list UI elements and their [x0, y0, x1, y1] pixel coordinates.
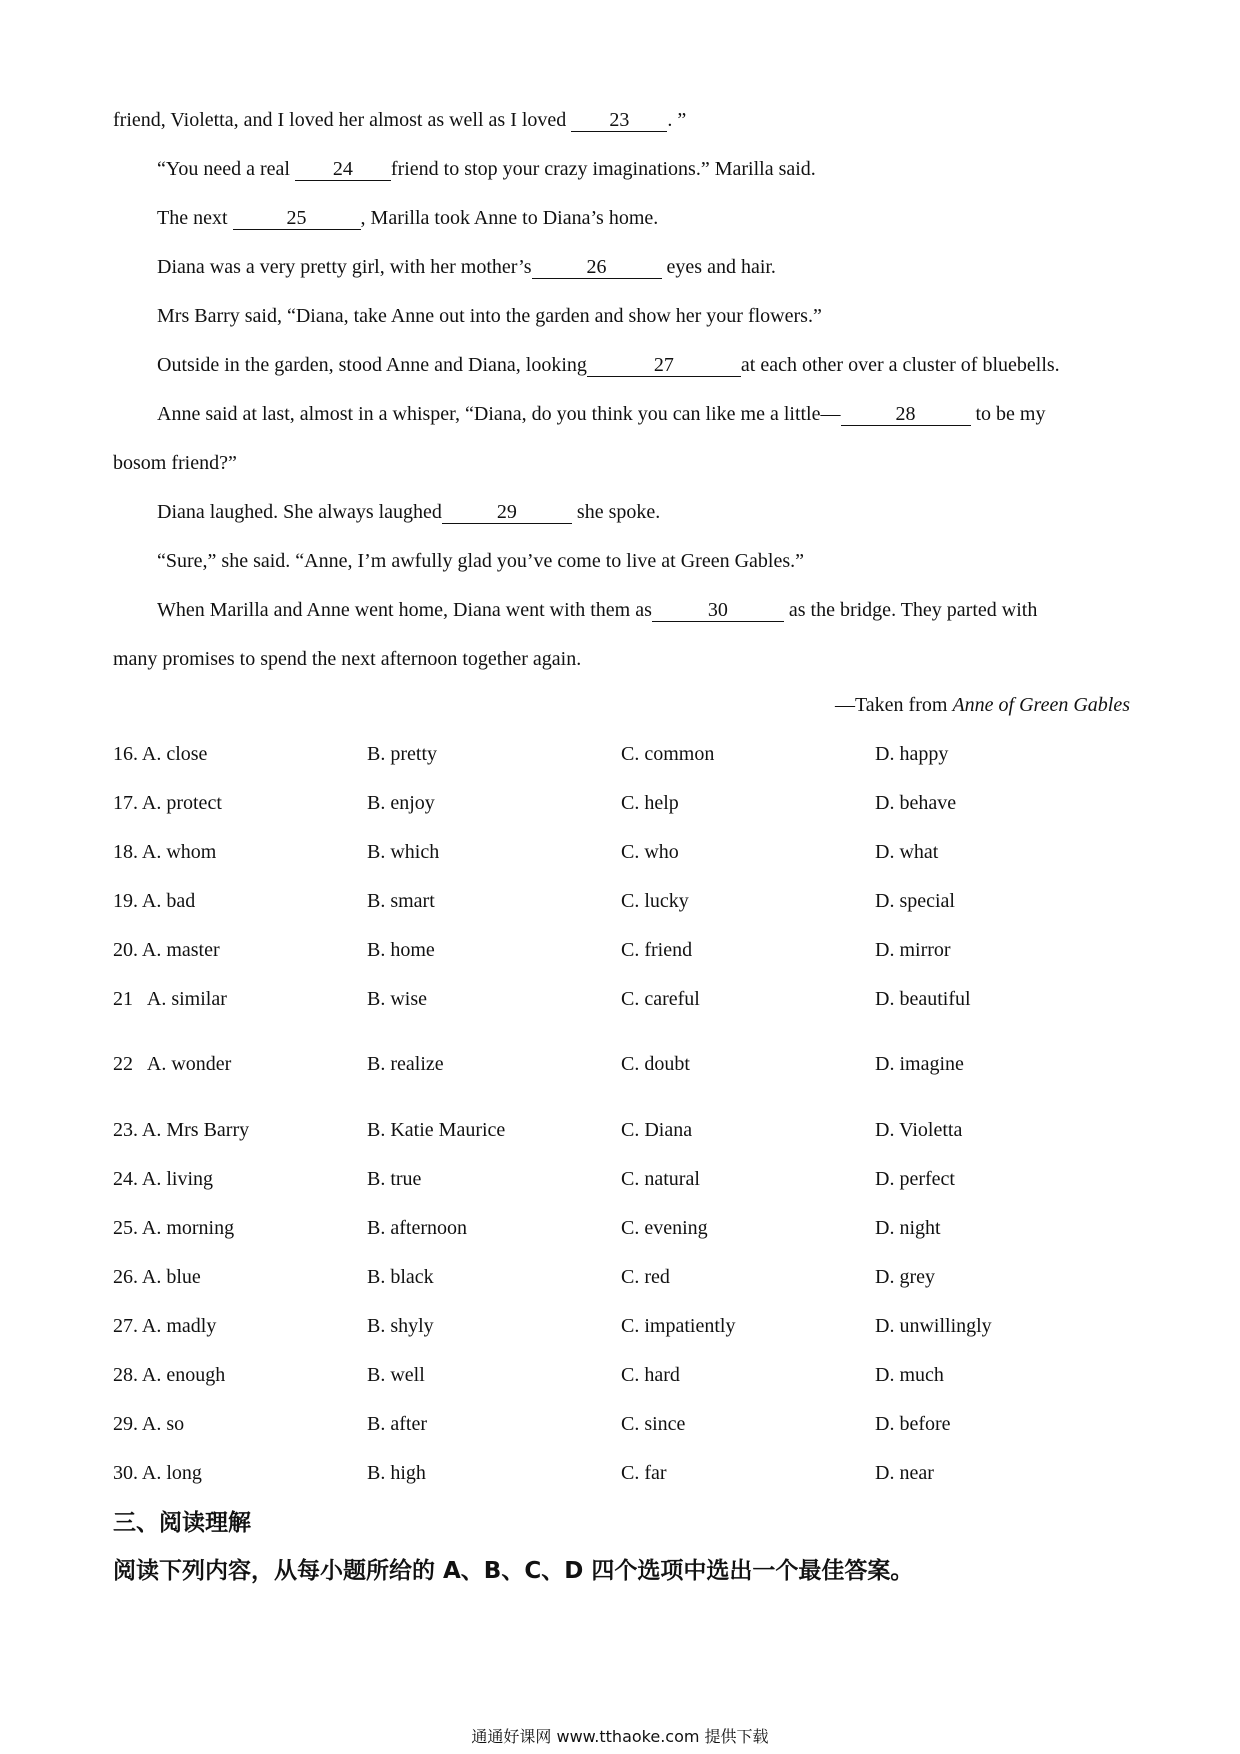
book-title: Anne of Green Gables: [952, 694, 1130, 716]
option-b: B. shyly: [367, 1315, 434, 1337]
option-number-a: 25. A. morning: [113, 1217, 235, 1239]
option-c: C. evening: [621, 1217, 708, 1239]
option-number-a: 16. A. close: [113, 743, 208, 765]
option-d: D. before: [875, 1413, 951, 1435]
option-b: B. home: [367, 939, 435, 961]
option-d: D. beautiful: [875, 988, 971, 1010]
option-c: C. natural: [621, 1168, 700, 1190]
answer-blank: 24: [295, 158, 391, 181]
option-b: B. which: [367, 841, 440, 863]
section-title: 三、阅读理解: [113, 1510, 251, 1536]
passage-line: bosom friend?”: [113, 452, 237, 474]
option-b: B. well: [367, 1364, 425, 1386]
option-c: C. who: [621, 841, 679, 863]
answer-blank: 29: [442, 501, 572, 524]
answer-blank: 28: [841, 403, 971, 426]
option-c: C. friend: [621, 939, 693, 961]
option-d: D. much: [875, 1364, 944, 1386]
option-b: B. Katie Maurice: [367, 1119, 506, 1141]
option-number-a: 19. A. bad: [113, 890, 196, 912]
option-number-a: 24. A. living: [113, 1168, 214, 1190]
option-d: D. grey: [875, 1266, 935, 1288]
option-c: C. careful: [621, 988, 700, 1010]
option-b: B. enjoy: [367, 792, 435, 814]
option-c: C. doubt: [621, 1053, 690, 1075]
option-c: C. red: [621, 1266, 670, 1288]
passage-line: “You need a real 24 friend to stop your crazy imaginations.” Marilla said.: [157, 158, 816, 180]
option-d: D. special: [875, 890, 955, 912]
option-number-a: 29. A. so: [113, 1413, 185, 1435]
passage-line: Anne said at last, almost in a whisper, “Diana, do you think you can like me a little— 28 to be my: [157, 403, 1046, 425]
option-c: C. since: [621, 1413, 686, 1435]
option-c: C. lucky: [621, 890, 689, 912]
option-number-a: 22 A. wonder: [113, 1053, 232, 1075]
answer-blank: 27: [587, 354, 741, 377]
option-number-a: 21 A. similar: [113, 988, 227, 1010]
option-d: D. imagine: [875, 1053, 964, 1075]
option-d: D. perfect: [875, 1168, 955, 1190]
option-number-a: 28. A. enough: [113, 1364, 226, 1386]
option-c: C. help: [621, 792, 679, 814]
passage-line: Diana was a very pretty girl, with her mother’s 26 eyes and hair.: [157, 256, 776, 278]
option-d: D. Violetta: [875, 1119, 963, 1141]
passage-line: “Sure,” she said. “Anne, I’m awfully glad you’ve come to live at Green Gables.”: [157, 550, 804, 572]
option-b: B. pretty: [367, 743, 437, 765]
option-c: C. Diana: [621, 1119, 693, 1141]
page-footer: 通通好课网 www.tthaoke.com 提供下载: [471, 1727, 769, 1746]
option-number-a: 23. A. Mrs Barry: [113, 1119, 250, 1141]
option-b: B. smart: [367, 890, 435, 912]
option-c: C. common: [621, 743, 715, 765]
option-c: C. far: [621, 1462, 667, 1484]
option-d: D. happy: [875, 743, 949, 765]
option-number-a: 20. A. master: [113, 939, 220, 961]
source-attribution: —Taken from Anne of Green Gables: [834, 694, 1130, 716]
option-d: D. near: [875, 1462, 934, 1484]
option-d: D. behave: [875, 792, 957, 814]
option-b: B. true: [367, 1168, 422, 1190]
option-b: B. realize: [367, 1053, 444, 1075]
passage-line: friend, Violetta, and I loved her almost as well as I loved 23 . ”: [113, 109, 687, 131]
option-d: D. what: [875, 841, 939, 863]
option-b: B. after: [367, 1413, 427, 1435]
answer-blank: 25: [233, 207, 361, 230]
option-b: B. black: [367, 1266, 434, 1288]
passage-line: Outside in the garden, stood Anne and Diana, looking 27 at each other over a cluster of bluebells.: [157, 354, 1060, 376]
option-number-a: 17. A. protect: [113, 792, 222, 814]
option-number-a: 27. A. madly: [113, 1315, 217, 1337]
option-b: B. high: [367, 1462, 426, 1484]
option-b: B. afternoon: [367, 1217, 467, 1239]
option-number-a: 18. A. whom: [113, 841, 217, 863]
passage-line: Mrs Barry said, “Diana, take Anne out into the garden and show her your flowers.”: [157, 305, 822, 327]
answer-blank: 30: [652, 599, 784, 622]
passage-line: Diana laughed. She always laughed 29 she spoke.: [157, 501, 661, 523]
option-d: D. unwillingly: [875, 1315, 992, 1337]
option-b: B. wise: [367, 988, 428, 1010]
section-instruction: 阅读下列内容，从每小题所给的 A、B、C、D 四个选项中选出一个最佳答案。: [113, 1558, 914, 1584]
passage-line: The next 25 , Marilla took Anne to Diana’s home.: [157, 207, 659, 229]
answer-blank: 26: [532, 256, 662, 279]
option-number-a: 26. A. blue: [113, 1266, 201, 1288]
passage-line: many promises to spend the next afternoon together again.: [113, 648, 582, 670]
option-d: D. mirror: [875, 939, 951, 961]
option-c: C. impatiently: [621, 1315, 736, 1337]
option-number-a: 30. A. long: [113, 1462, 202, 1484]
answer-blank: 23: [571, 109, 667, 132]
option-d: D. night: [875, 1217, 941, 1239]
passage-line: When Marilla and Anne went home, Diana went with them as 30 as the bridge. They parted with: [157, 599, 1038, 621]
option-c: C. hard: [621, 1364, 680, 1386]
